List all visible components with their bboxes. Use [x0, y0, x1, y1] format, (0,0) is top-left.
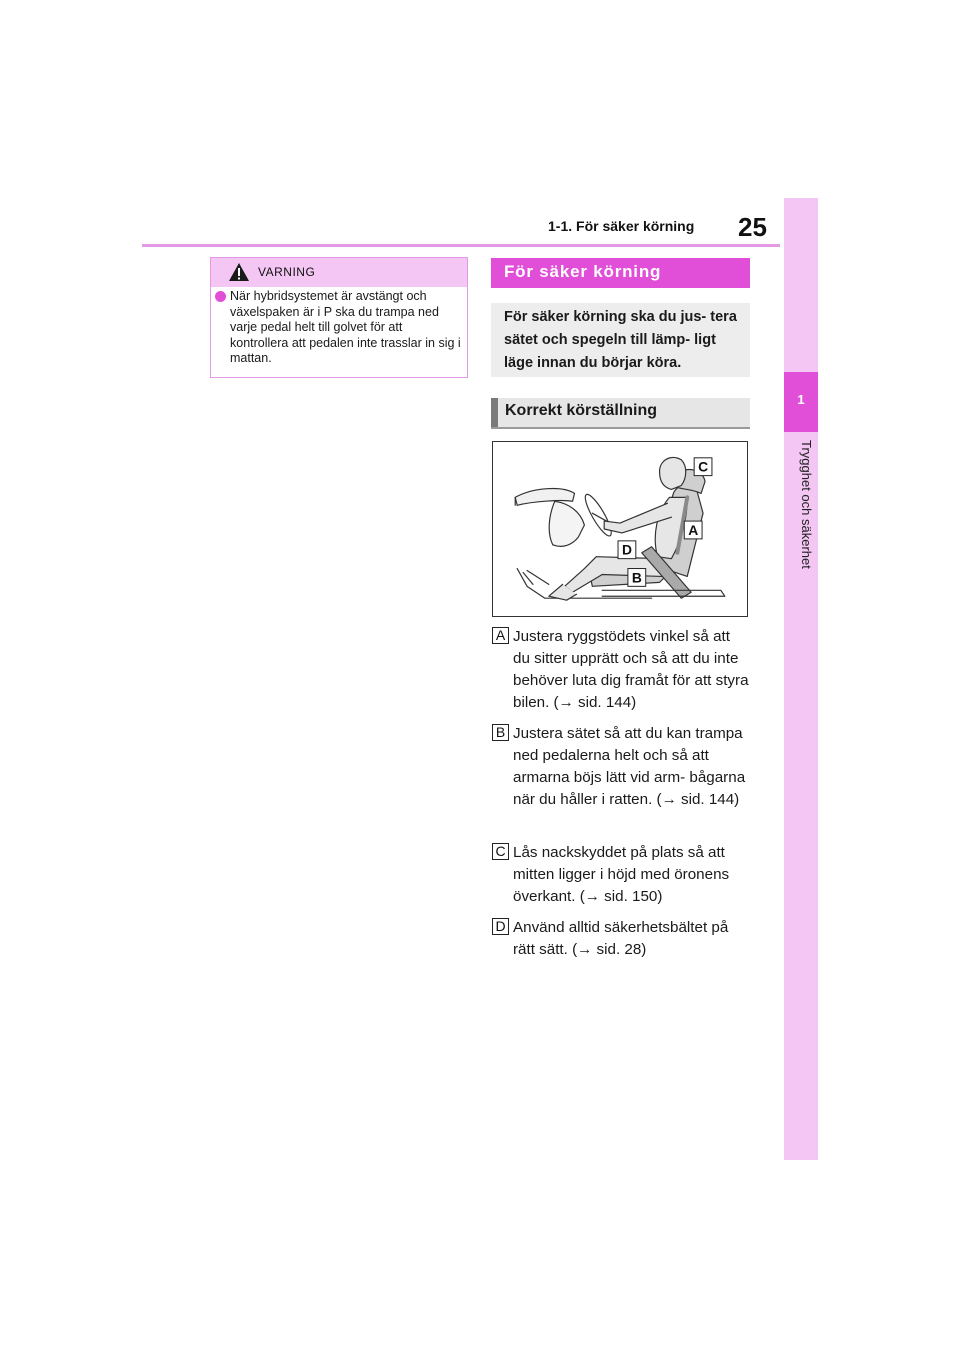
warning-text: När hybridsystemet är avstängt och växelspaken är i P ska du trampa ned varje pedal helt till golvet för att kontrollera att pedalen inte trasslar in sig i mattan.: [230, 289, 461, 365]
item-text-c: Lås nackskyddet på plats så att mitten ligger i höjd med öronens överkant. (→ sid. 150): [513, 844, 730, 905]
header-rule: [142, 244, 780, 247]
warning-triangle-icon: [228, 262, 250, 282]
figure-label-a: A: [688, 521, 699, 538]
item-letter-b: B: [492, 724, 509, 741]
page-number: 25: [738, 212, 767, 242]
item-letter-d: D: [492, 918, 509, 935]
item-text-a: Justera ryggstödets vinkel så att du sitter upprätt och så att du inte behöver luta dig framåt för att styra bilen. (→ sid. 144): [513, 628, 749, 711]
side-tab: [784, 198, 818, 1160]
item-letter-a: A: [492, 627, 509, 644]
section-title: 1-1. För säker körning: [548, 218, 695, 234]
chapter-number: 1: [797, 392, 805, 407]
item-text-d: Använd alltid säkerhetsbältet på rätt sätt. (→ sid. 28): [513, 919, 729, 958]
chapter-label: Trygghet och säkerhet: [799, 440, 814, 569]
warning-title: VARNING: [258, 265, 316, 279]
main-heading: För säker körning: [504, 262, 662, 281]
intro-text: För säker körning ska du jus- tera sätet och spegeln till lämp- ligt läge innan du börjar köra.: [504, 309, 737, 371]
item-letter-c: C: [492, 843, 509, 860]
figure-label-c: C: [698, 458, 709, 475]
bullet-icon: [215, 291, 226, 302]
figure-label-d: D: [621, 541, 632, 558]
item-text-b: Justera sätet så att du kan trampa ned pedalerna helt och så att armarna böjs lätt vid arm- bågarna när du håller i ratten. (→ sid. 144): [513, 725, 746, 808]
subheading-accent: [491, 398, 498, 428]
driving-position-illustration: [492, 441, 748, 617]
subheading: Korrekt körställning: [505, 402, 658, 419]
subheading-rule: [491, 427, 750, 429]
figure-label-b: B: [631, 569, 642, 586]
